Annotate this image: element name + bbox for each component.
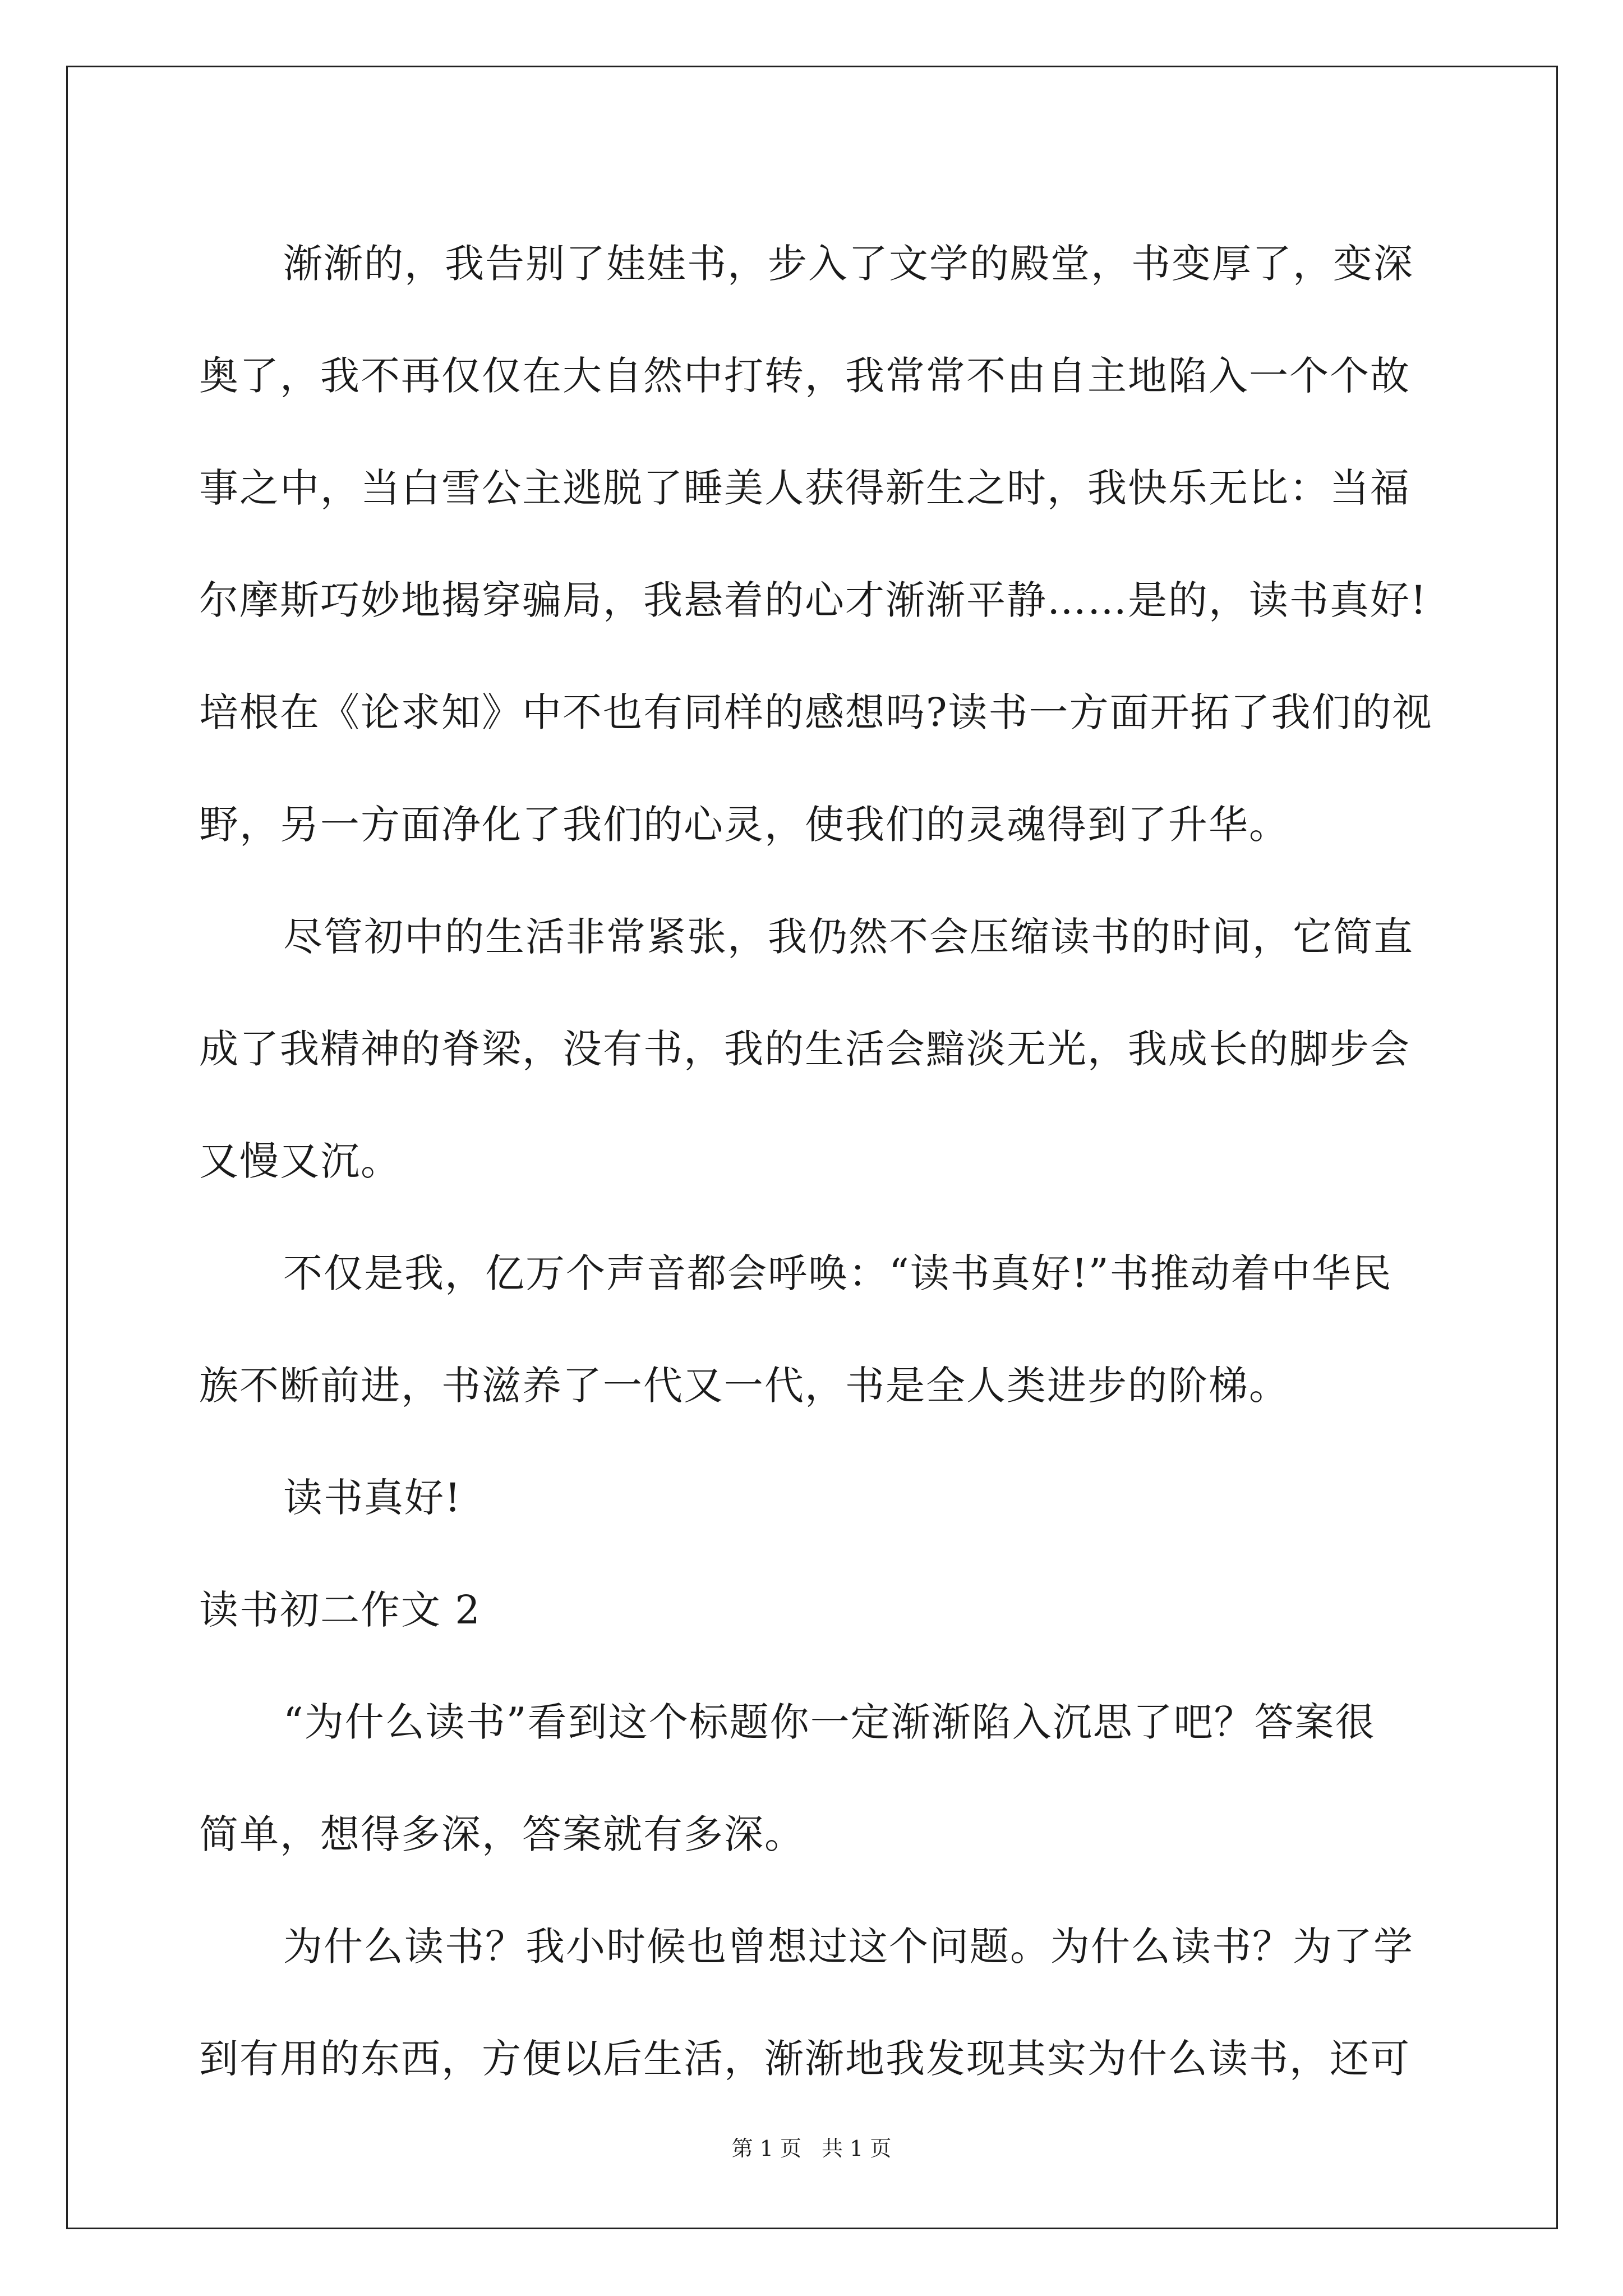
text-line: 尔摩斯巧妙地揭穿骗局，我悬着的心才渐渐平静……是的，读书真好! bbox=[199, 577, 1428, 623]
text-line: 为什么读书？我小时候也曾想过这个问题。为什么读书？为了学 bbox=[283, 1924, 1414, 1970]
text-line: 培根在《论求知》中不也有同样的感想吗?读书一方面开拓了我们的视 bbox=[199, 689, 1433, 735]
text-line: 奥了，我不再仅仅在大自然中打转，我常常不由自主地陷入一个个故 bbox=[199, 353, 1410, 399]
text-line: “为什么读书”看到这个标题你一定渐渐陷入沉思了吧？答案很 bbox=[283, 1699, 1376, 1745]
text-line: 到有用的东西，方便以后生活，渐渐地我发现其实为什么读书，还可 bbox=[199, 2036, 1410, 2082]
page-footer bbox=[0, 2132, 1623, 2165]
text-line: 野，另一方面净化了我们的心灵，使我们的灵魂得到了升华。 bbox=[199, 802, 1289, 848]
text-line: 简单，想得多深，答案就有多深。 bbox=[199, 1811, 805, 1857]
section-heading: 读书初二作文 2 bbox=[199, 1587, 481, 1633]
text-line: 读书真好! bbox=[283, 1475, 462, 1521]
page-total: 共 1 页 bbox=[822, 2136, 892, 2161]
text-line: 不仅是我，亿万个声音都会呼唤：“读书真好!”书推动着中华民 bbox=[283, 1250, 1393, 1296]
text-line: 又慢又沉。 bbox=[199, 1138, 401, 1184]
text-line: 成了我精神的脊梁，没有书，我的生活会黯淡无光，我成长的脚步会 bbox=[199, 1026, 1410, 1072]
text-line: 尽管初中的生活非常紧张，我仍然不会压缩读书的时间，它简直 bbox=[283, 914, 1414, 960]
document-body bbox=[199, 208, 1441, 2115]
text-line: 族不断前进，书滋养了一代又一代，书是全人类进步的阶梯。 bbox=[199, 1363, 1289, 1409]
text-line: 渐渐的，我告别了娃娃书，步入了文学的殿堂，书变厚了，变深 bbox=[283, 241, 1414, 287]
page-number: 第 1 页 bbox=[731, 2136, 801, 2161]
text-line: 事之中，当白雪公主逃脱了睡美人获得新生之时，我快乐无比：当福 bbox=[199, 465, 1410, 511]
